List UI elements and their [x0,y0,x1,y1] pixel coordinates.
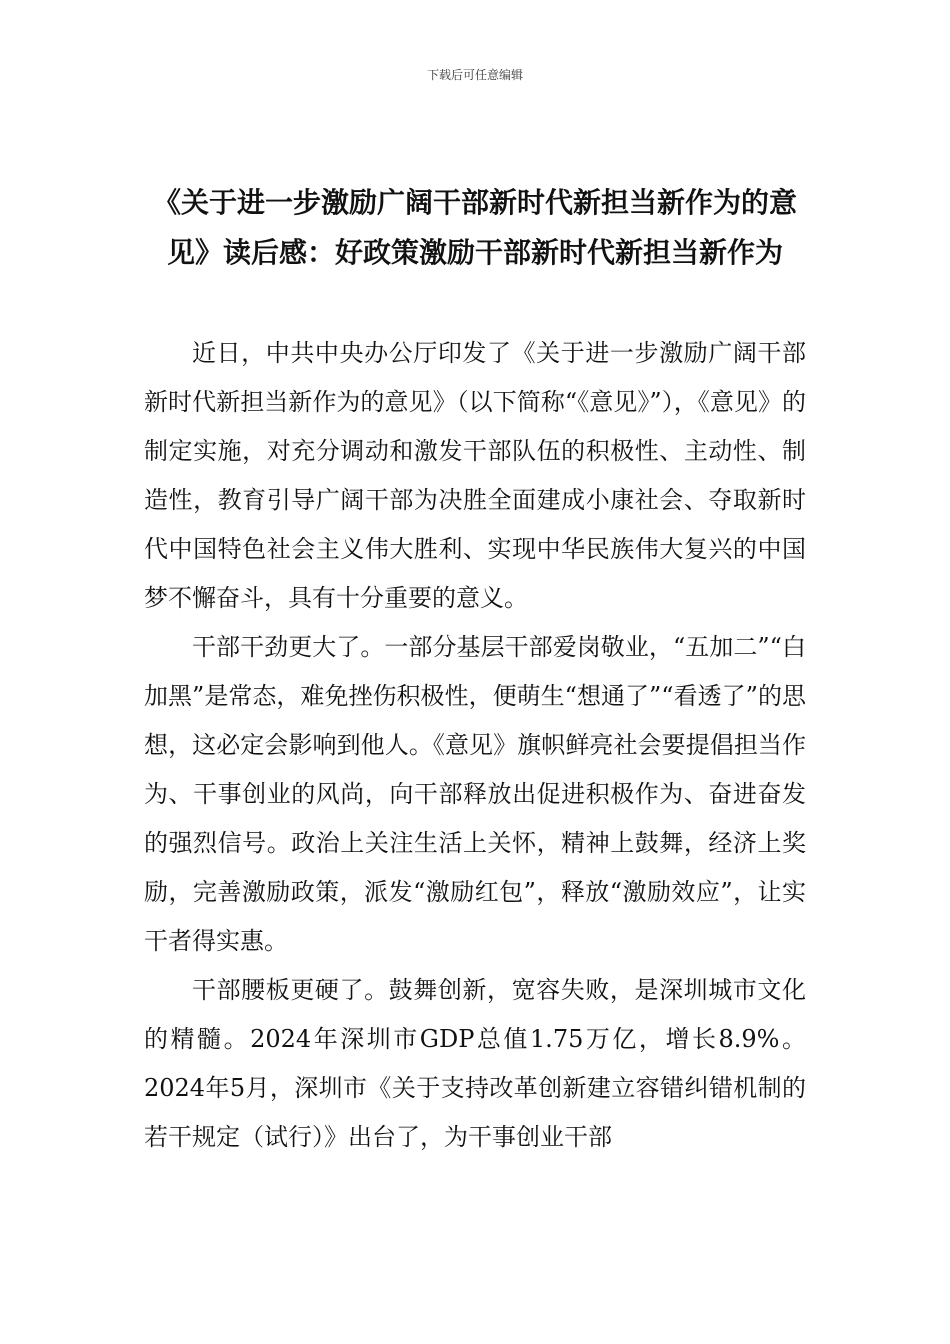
paragraph-1: 近日，中共中央办公厅印发了《关于进一步激励广阔干部新时代新担当新作为的意见》（以下简称“《意见》”），《意见》的制定实施，对充分调动和激发干部队伍的积极性、主动性、制造性，教育引导广阔干部为决胜全面建成小康社会、夺取新时代中国特色社会主义伟大胜利、实现中华民族伟大复兴的中国梦不懈奋斗，具有十分重要的意义。 [144,339,806,612]
header-note: 下载后可任意编辑 [426,68,523,82]
paragraph-2: 干部干劲更大了。一部分基层干部爱岗敬业，“五加二”“白加黑”是常态，难免挫伤积极性，便萌生“想通了”“看透了”的思想，这必定会影响到他人。《意见》旗帜鲜亮社会要提倡担当作为、干事创业的风尚，向干部释放出促进积极作为、奋进奋发的强烈信号。政治上关注生活上关怀，精神上鼓舞，经济上奖励，完善激励政策，派发“激励红包”，释放“激励效应”，让实干者得实惠。 [144,633,806,955]
document-title: 《关于进一步激励广阔干部新时代新担当新作为的意见》读后感：好政策激励干部新时代新担当新作为 [152,186,797,269]
document-body [144,329,806,1162]
paragraph-3: 干部腰板更硬了。鼓舞创新，宽容失败，是深圳城市文化的精髓。2024年深圳市GDP总值1.75万亿，增长8.9%。2024年5月，深圳市《关于支持改革创新建立容错纠错机制的若干规定（试行）》出台了，为干事创业干部 [144,976,806,1151]
